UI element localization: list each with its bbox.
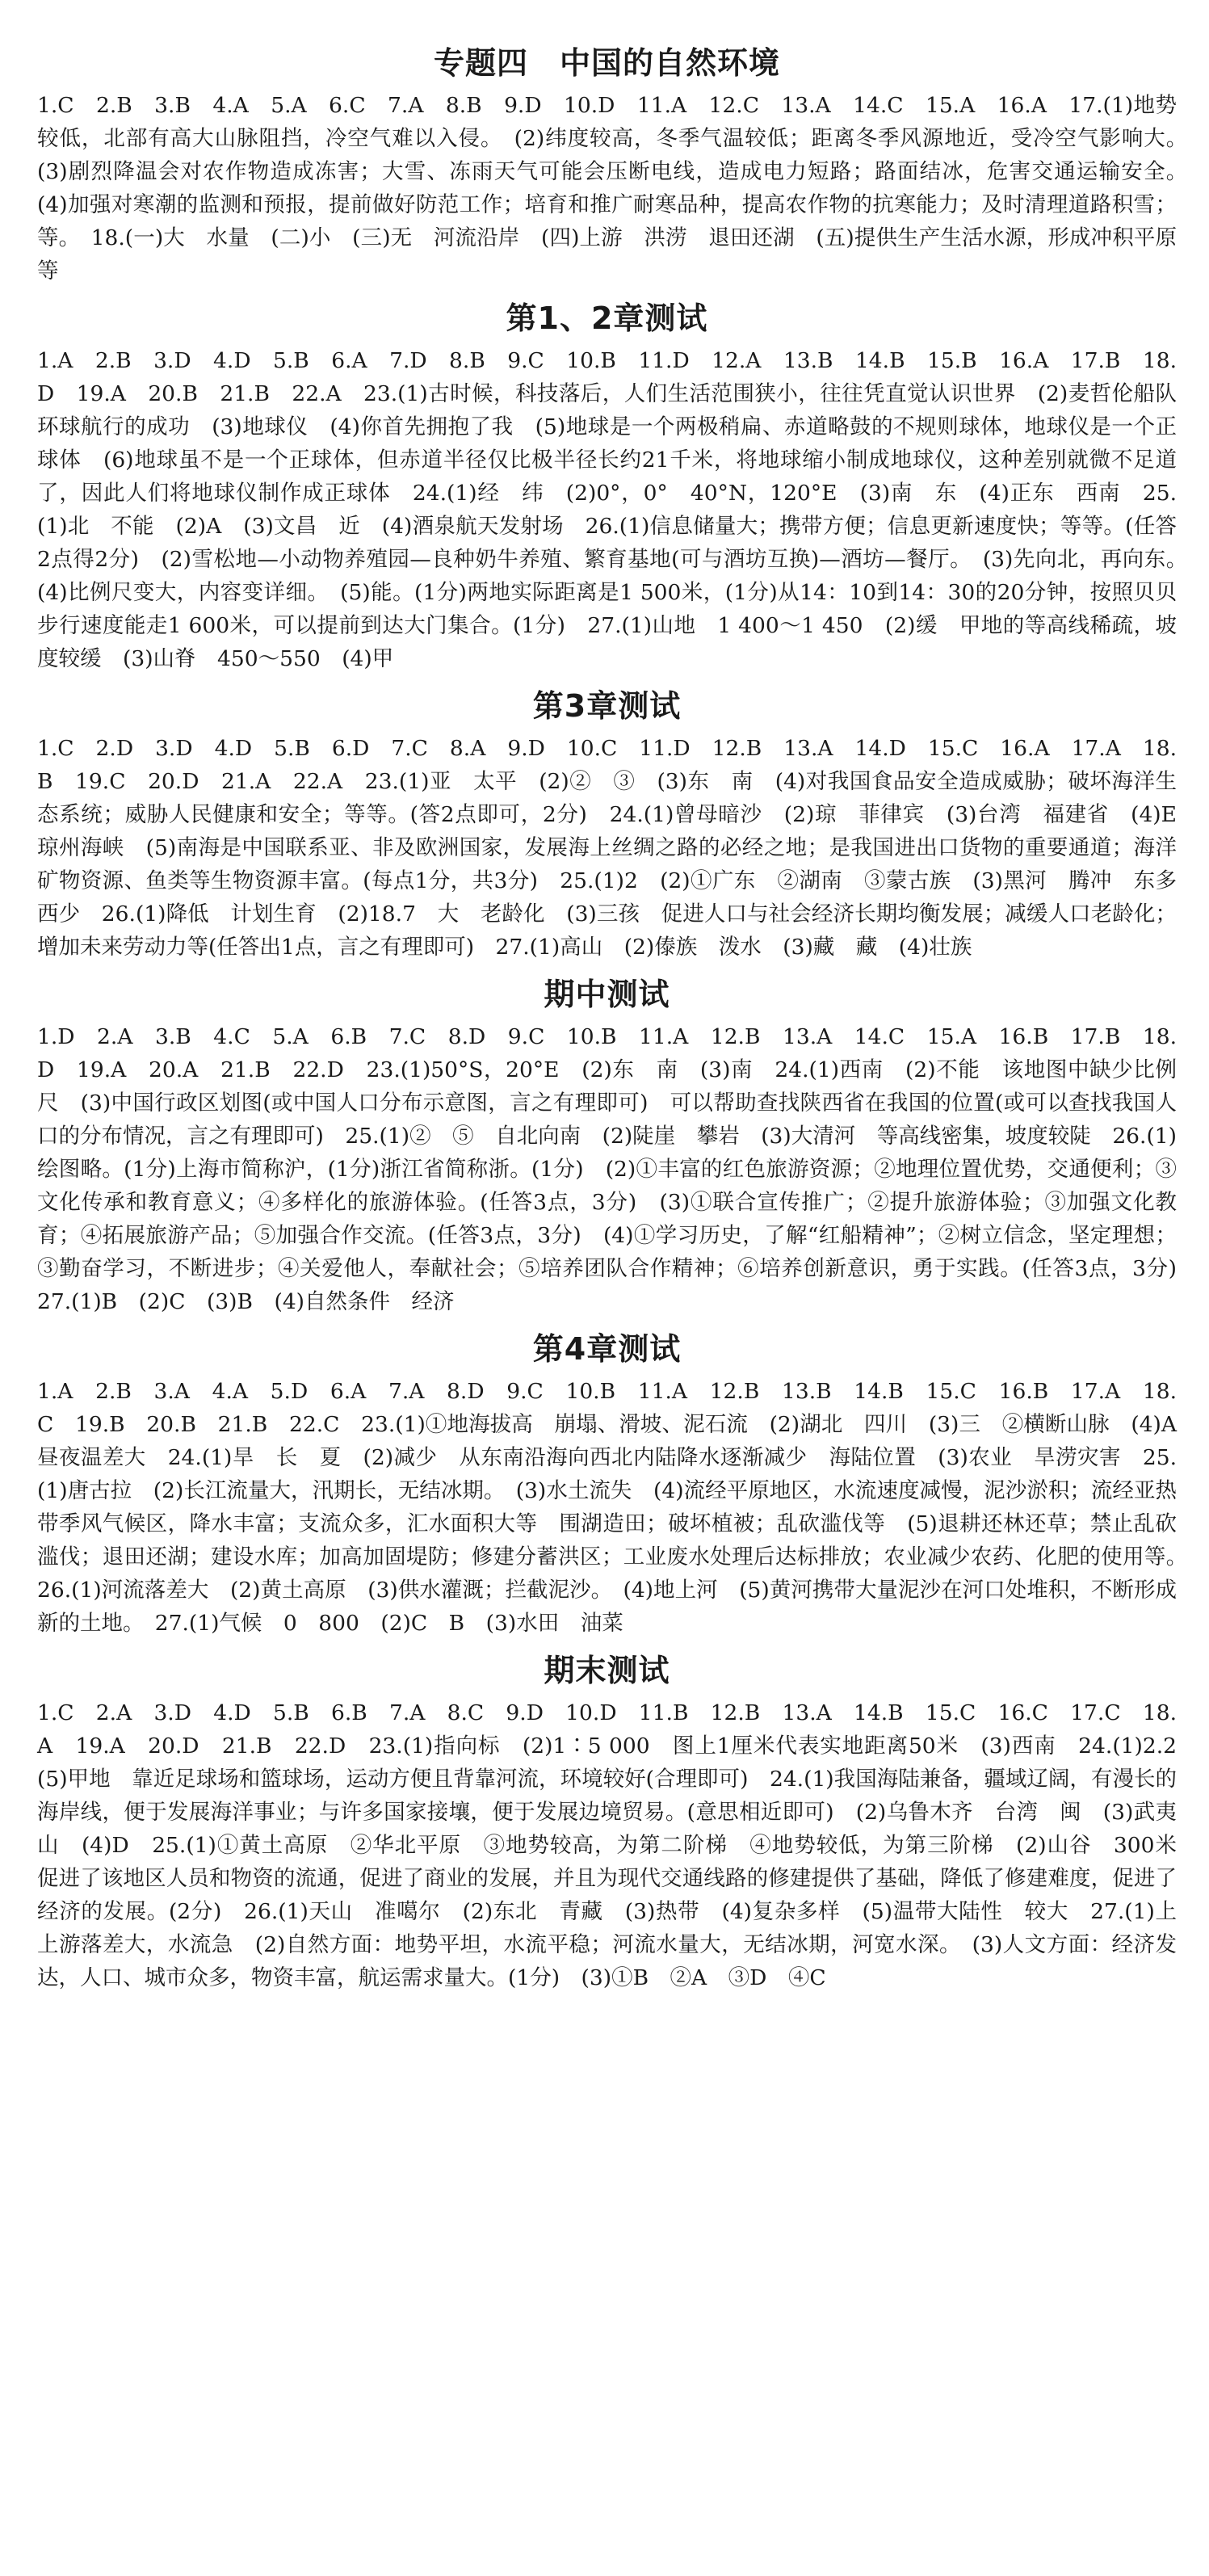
section-answers: 1.C 2.A 3.D 4.D 5.B 6.B 7.A 8.C 9.D 10.D 11.B 12.B 13.A 14.B 15.C 16.C 17.C 18.A 19.A 20.D 21.B 22.D 23.(1)指向标 (2)1∶5 000 图上1厘米代表实地距离50米 (3)西南 24.(1)2.2 (5)甲地 靠近足球场和篮球场，运动方便且背靠河流，环境较好(合理即可) 24.(1)我国海陆兼备，疆域辽阔，有漫长的海岸线，便于发展海洋事业；与许多国家接壤，便于发展边境贸易。(意思相近即可) (2)乌鲁木齐 台湾 闽 (3)武夷山 (4)D 25.(1)①黄土高原 ②华北平原 ③地势较高，为第二阶梯 ④地势较低，为第三阶梯 (2)山谷 300米 促进了该地区人员和物资的流通，促进了商业的发展，并且为现代交通线路的修建提供了基础，降低了修建难度，促进了经济的发展。(2分) 26.(1)天山 准噶尔 (2)东北 青藏 (3)热带 (4)复杂多样 (5)温带大陆性 较大 27.(1)上 上游落差大，水流急 (2)自然方面：地势平坦，水流平稳；河流水量大，无结冰期，河宽水深。 (3)人文方面：经济发达，人口、城市众多，物资丰富，航运需求量大。(1分) (3)①B ②A ③D ④C — [37, 1700, 1199, 1990]
section-title: 期末测试 — [544, 1653, 670, 1688]
section-final-test — [37, 1648, 1199, 1994]
section-midterm-test — [37, 972, 1199, 1318]
section-answers: 1.C 2.B 3.B 4.A 5.A 6.C 7.A 8.B 9.D 10.D 11.A 12.C 13.A 14.C 15.A 16.A 17.(1)地势较低，北部有高大山脉阻挡，冷空气难以入侵。 (2)纬度较高，冬季气温较低；距离冬季风源地近，受冷空气影响大。 (3)剧烈降温会对农作物造成冻害；大雪、冻雨天气可能会压断电线，造成电力短路；路面结冰，危害交通运输安全。 (4)加强对寒潮的监测和预报，提前做好防范工作；培育和推广耐寒品种，提高农作物的抗寒能力；及时清理道路积雪；等。 18.(一)大 水量 (二)小 (三)无 河流沿岸 (四)上游 洪涝 退田还湖 (五)提供生产生活水源，形成冲积平原等 — [37, 93, 1199, 284]
section-title: 专题四 中国的自然环境 — [433, 45, 780, 81]
section-title: 第1、2章测试 — [506, 300, 708, 336]
section-topic-four — [37, 40, 1199, 288]
section-title: 第3章测试 — [532, 688, 682, 724]
section-answers: 1.A 2.B 3.D 4.D 5.B 6.A 7.D 8.B 9.C 10.B 11.D 12.A 13.B 14.B 15.B 16.A 17.B 18.D 19.A 20.B 21.B 22.A 23.(1)古时候，科技落后，人们生活范围狭小，往往凭直觉认识世界 (2)麦哲伦船队环球航行的成功 (3)地球仪 (4)你首先拥抱了我 (5)地球是一个两极稍扁、赤道略鼓的不规则球体，地球仪是一个正球体 (6)地球虽不是一个正球体，但赤道半径仅比极半径长约21千米，将地球缩小制成地球仪，这种差别就微不足道了，因此人们将地球仪制作成正球体 24.(1)经 纬 (2)0°，0° 40°N，120°E (3)南 东 (4)正东 西南 25.(1)北 不能 (2)A (3)文昌 近 (4)酒泉航天发射场 26.(1)信息储量大；携带方便；信息更新速度快；等等。(任答2点得2分) (2)雪松地—小动物养殖园—良种奶牛养殖、繁育基地(可与酒坊互换)—酒坊—餐厅。 (3)先向北，再向东。 (4)比例尺变大，内容变详细。 (5)能。(1分)两地实际距离是1 500米，(1分)从14：10到14：30的20分钟，按照贝贝步行速度能走1 600米，可以提前到达大门集合。(1分) 27.(1)山地 1 400～1 450 (2)缓 甲地的等高线稀疏，坡度较缓 (3)山脊 450～550 (4)甲 — [37, 348, 1199, 671]
section-chapter-1-2-test — [37, 296, 1199, 675]
section-chapter-4-test — [37, 1326, 1199, 1640]
section-answers: 1.A 2.B 3.A 4.A 5.D 6.A 7.A 8.D 9.C 10.B 11.A 12.B 13.B 14.B 15.C 16.B 17.A 18.C 19.B 20.B 21.B 22.C 23.(1)①地海拔高 崩塌、滑坡、泥石流 (2)湖北 四川 (3)三 ②横断山脉 (4)A 昼夜温差大 24.(1)旱 长 夏 (2)减少 从东南沿海向西北内陆降水逐渐减少 海陆位置 (3)农业 旱涝灾害 25.(1)唐古拉 (2)长江流量大，汛期长，无结冰期。 (3)水土流失 (4)流经平原地区，水流速度减慢，泥沙淤积；流经亚热带季风气候区，降水丰富；支流众多，汇水面积大等 围湖造田；破坏植被；乱砍滥伐等 (5)退耕还林还草；禁止乱砍滥伐；退田还湖；建设水库；加高加固堤防；修建分蓄洪区；工业废水处理后达标排放；农业减少农药、化肥的使用等。 26.(1)河流落差大 (2)黄土高原 (3)供水灌溉；拦截泥沙。 (4)地上河 (5)黄河携带大量泥沙在河口处堆积，不断形成新的土地。 27.(1)气候 0 800 (2)C B (3)水田 油菜 — [37, 1379, 1199, 1636]
section-answers: 1.C 2.D 3.D 4.D 5.B 6.D 7.C 8.A 9.D 10.C 11.D 12.B 13.A 14.D 15.C 16.A 17.A 18.B 19.C 20.D 21.A 22.A 23.(1)亚 太平 (2)② ③ (3)东 南 (4)对我国食品安全造成威胁；破坏海洋生态系统；威胁人民健康和安全；等等。(答2点即可，2分) 24.(1)曾母暗沙 (2)琼 菲律宾 (3)台湾 福建省 (4)E 琼州海峡 (5)南海是中国联系亚、非及欧洲国家，发展海上丝绸之路的必经之地；是我国进出口货物的重要通道；海洋矿物资源、鱼类等生物资源丰富。(每点1分，共3分) 25.(1)2 (2)①广东 ②湖南 ③蒙古族 (3)黑河 腾冲 东多西少 26.(1)降低 计划生育 (2)18.7 大 老龄化 (3)三孩 促进人口与社会经济长期均衡发展；减缓人口老龄化；增加未来劳动力等(任答出1点，言之有理即可) 27.(1)高山 (2)傣族 泼水 (3)藏 藏 (4)壮族 — [37, 736, 1199, 960]
section-title: 期中测试 — [544, 977, 670, 1012]
section-answers: 1.D 2.A 3.B 4.C 5.A 6.B 7.C 8.D 9.C 10.B 11.A 12.B 13.A 14.C 15.A 16.B 17.B 18.D 19.A 20.A 21.B 22.D 23.(1)50°S，20°E (2)东 南 (3)南 24.(1)西南 (2)不能 该地图中缺少比例尺 (3)中国行政区划图(或中国人口分布示意图，言之有理即可) 可以帮助查找陕西省在我国的位置(或可以查找我国人口的分布情况，言之有理即可) 25.(1)② ⑤ 自北向南 (2)陡崖 攀岩 (3)大清河 等高线密集，坡度较陡 26.(1)绘图略。(1分)上海市简称沪，(1分)浙江省简称浙。(1分) (2)①丰富的红色旅游资源；②地理位置优势，交通便利；③文化传承和教育意义；④多样化的旅游体验。(任答3点，3分) (3)①联合宣传推广；②提升旅游体验；③加强文化教育；④拓展旅游产品；⑤加强合作交流。(任答3点，3分) (4)①学习历史，了解“红船精神”；②树立信念，坚定理想；③勤奋学习，不断进步；④关爱他人，奉献社会；⑤培养团队合作精神；⑥培养创新意识，勇于实践。(任答3点，3分) 27.(1)B (2)C (3)B (4)自然条件 经济 — [37, 1024, 1199, 1314]
section-chapter-3-test — [37, 683, 1199, 964]
section-title: 第4章测试 — [532, 1331, 682, 1367]
